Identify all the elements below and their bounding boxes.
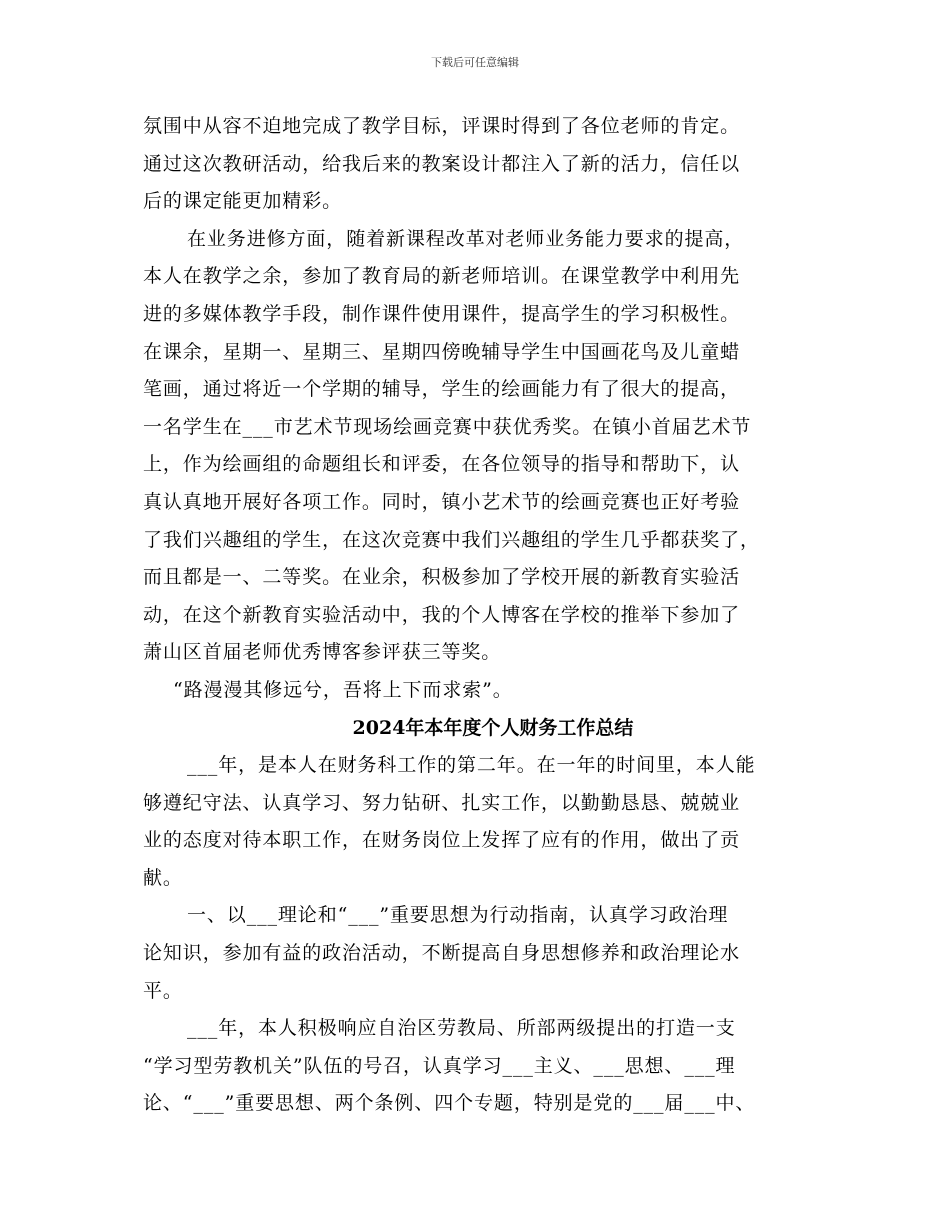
text-line: 进的多媒体教学手段，制作课件使用课件，提高学生的学习积极性。: [143, 302, 741, 325]
text-line: 一、以___理论和“___”重要思想为行动指南，认真学习政治理: [187, 904, 729, 927]
paragraph-study-response: [143, 1010, 823, 1123]
text-line: 在课余，星期一、星期三、星期四傍晚辅导学生中国画花鸟及儿童蜡: [143, 340, 741, 363]
document-title: 2024年本年度个人财务工作总结: [352, 716, 634, 739]
text-line: 氛围中从容不迫地完成了教学目标，评课时得到了各位老师的肯定。: [143, 115, 741, 137]
text-line: 真认真地开展好各项工作。同时，镇小艺术节的绘画竞赛也正好考验: [143, 490, 741, 513]
text-line: 笔画，通过将近一个学期的辅导，学生的绘画能力有了很大的提高，: [143, 378, 741, 401]
text-line: 本人在教学之余，参加了教育局的新老师培训。在课堂教学中利用先: [143, 265, 741, 288]
paragraph-section-one: [143, 897, 823, 1010]
text-line: 在业务进修方面，随着新课程改革对老师业务能力要求的提高，: [187, 227, 745, 250]
text-line: 而且都是一、二等奖。在业余，积极参加了学校开展的新教育实验活: [143, 566, 741, 589]
text-line: 献。: [143, 866, 183, 889]
text-line: 业的态度对待本职工作，在财务岗位上发挥了应有的作用，做出了贡: [143, 829, 741, 852]
text-line: 后的课定能更加精彩。: [143, 190, 343, 213]
text-line: 萧山区首届老师优秀博客参评获三等奖。: [143, 641, 502, 664]
text-line: 动，在这个新教育实验活动中，我的个人博客在学校的推举下参加了: [143, 603, 741, 626]
text-line: ___年，本人积极响应自治区劳教局、所部两级提出的打造一支: [187, 1017, 736, 1040]
document-body: [143, 108, 823, 1123]
text-line: 通过这次教研活动，给我后来的教案设计都注入了新的活力，信任以: [143, 152, 741, 175]
text-line: 够遵纪守法、认真学习、努力钻研、扎实工作，以勤勤恳恳、兢兢业: [143, 791, 741, 814]
page-header: 下载后可任意编辑: [431, 56, 519, 69]
quote-line: “路漫漫其修远兮，吾将上下而求索”。: [173, 678, 513, 701]
text-line: 平。: [143, 979, 183, 1002]
paragraph-teaching-reflection: [143, 108, 823, 221]
text-line: 了我们兴趣组的学生，在这次竞赛中我们兴趣组的学生几乎都获奖了，: [143, 528, 760, 551]
text-line: 论知识，参加有益的政治活动，不断提高自身思想修养和政治理论水: [143, 942, 741, 965]
text-line: “学习型劳教机关”队伍的号召，认真学习___主义、___思想、___理: [143, 1054, 736, 1077]
paragraph-professional-study: [143, 221, 823, 672]
text-line: 上，作为绘画组的命题组长和评委，在各位领导的指导和帮助下，认: [143, 453, 741, 476]
text-line: ___年，是本人在财务科工作的第二年。在一年的时间里，本人能: [187, 754, 756, 777]
text-line: 论、“___”重要思想、两个条例、四个专题，特别是党的___届___中、: [143, 1092, 756, 1115]
text-line: 一名学生在___市艺术节现场绘画竞赛中获优秀奖。在镇小首届艺术节: [143, 415, 752, 438]
paragraph-intro: [143, 747, 823, 897]
